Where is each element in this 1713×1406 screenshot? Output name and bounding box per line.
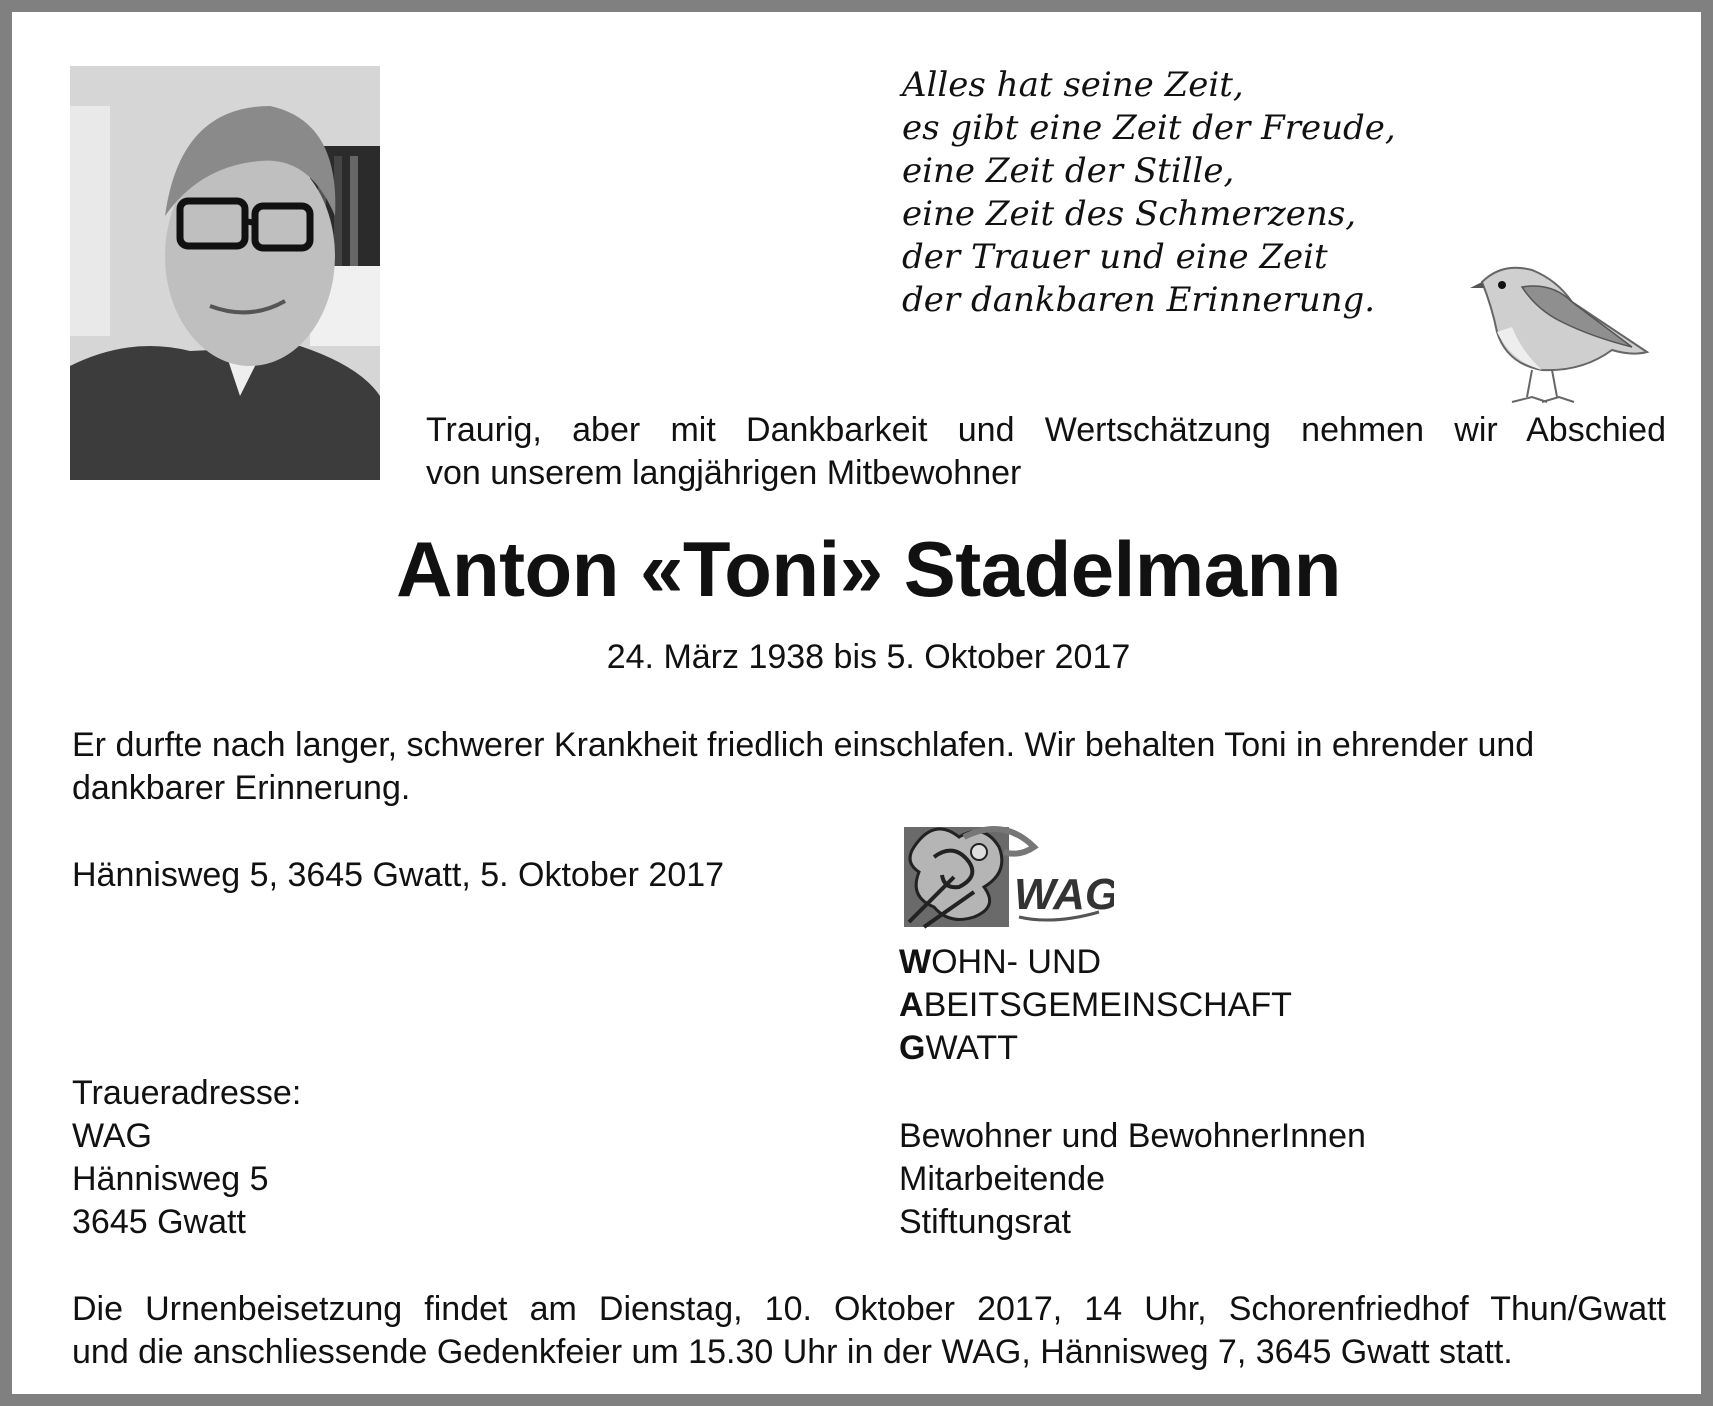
portrait-photo — [70, 66, 380, 480]
wag-logo — [904, 817, 1114, 930]
mourning-address-line: Hännisweg 5 — [72, 1160, 269, 1198]
organization-line — [899, 1027, 1292, 1070]
mourning-address-line: 3645 Gwatt — [72, 1203, 246, 1241]
signatory: Mitarbeitende — [899, 1160, 1106, 1198]
life-dates: 24. März 1938 bis 5. Oktober 2017 — [606, 638, 1131, 676]
intro-line: Traurig, aber mit Dankbarkeit und Wertschätzung nehmen wir Abschied — [426, 411, 1666, 449]
mourning-address-heading: Traueradresse: — [72, 1074, 302, 1112]
organization-line — [899, 941, 1292, 984]
memorial-message: Er durfte nach langer, schwerer Krankheit friedlich einschlafen. Wir behalten Toni in ehrender und dankbarer Erinnerung. — [72, 726, 1535, 807]
signatories — [899, 1115, 1366, 1244]
poem-line: es gibt eine Zeit der Freude, — [902, 108, 1396, 148]
poem-line: eine Zeit der Stille, — [902, 151, 1235, 191]
poem-line: eine Zeit des Schmerzens, — [902, 194, 1357, 234]
mourning-address-line: WAG — [72, 1117, 152, 1155]
logo-text: WAG — [1014, 870, 1114, 919]
organization-name — [899, 941, 1292, 1070]
portrait-illustration — [70, 66, 380, 480]
intro-text — [426, 409, 1666, 495]
organization-rest: BEITSGEMEINSCHAFT — [923, 986, 1292, 1024]
deceased-name: Anton «Toni» Stadelmann — [396, 525, 1341, 613]
ceremony-info — [72, 1288, 1666, 1374]
organization-line — [899, 984, 1292, 1027]
signatory: Stiftungsrat — [899, 1203, 1071, 1241]
intro-line: von unserem langjährigen Mitbewohner — [426, 454, 1022, 492]
signatory: Bewohner und BewohnerInnen — [899, 1117, 1366, 1155]
poem — [902, 64, 1502, 322]
poem-line: Alles hat seine Zeit, — [902, 65, 1244, 105]
poem-line: der Trauer und eine Zeit — [902, 237, 1328, 277]
organization-initial: A — [899, 986, 924, 1024]
organization-initial: W — [899, 943, 932, 981]
mourning-address — [72, 1072, 301, 1244]
place-and-date: Hännisweg 5, 3645 Gwatt, 5. Oktober 2017 — [72, 856, 725, 894]
organization-rest: WATT — [925, 1029, 1018, 1067]
bird-icon — [1462, 252, 1662, 412]
ceremony-line: Die Urnenbeisetzung findet am Dienstag, 10. Oktober 2017, 14 Uhr, Schorenfriedhof Thun/Gwatt — [72, 1290, 1666, 1328]
organization-initial: G — [899, 1029, 926, 1067]
poem-line: der dankbaren Erinnerung. — [902, 280, 1376, 320]
ceremony-line: und die anschliessende Gedenkfeier um 15.30 Uhr in der WAG, Hännisweg 7, 3645 Gwatt statt. — [72, 1333, 1513, 1371]
organization-rest: OHN- UND — [931, 943, 1102, 981]
